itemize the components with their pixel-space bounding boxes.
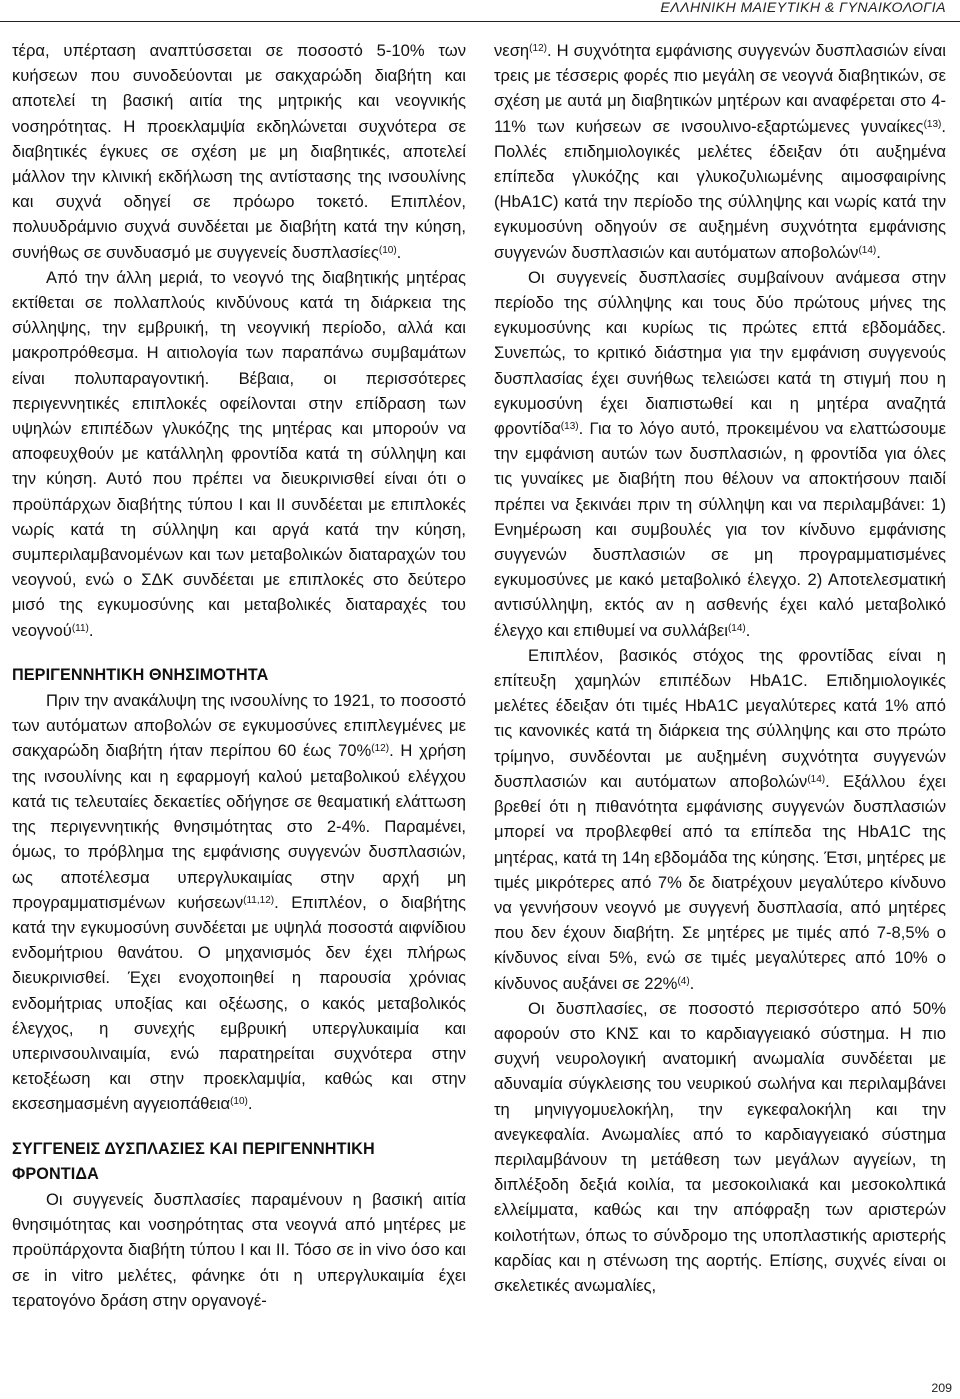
paragraph: Οι συγγενείς δυσπλασίες παραμένουν η βασική αιτία θνησιμότητας και νοσηρότητας στα νεογνά από μητέρες με προϋπάρχοντα διαβήτη τύπου Ι και ΙΙ. Τόσο σε in vivo όσο και σε in vitro μελέτες, φάνηκε ότι η υπεργλυκαιμία έχει τερατογόνο δράση στην οργανογέ- bbox=[12, 1189, 466, 1310]
page-number: 209 bbox=[931, 1381, 952, 1395]
journal-title: ΕΛΛΗΝΙΚΗ ΜΑΙΕΥΤΙΚΗ & ΓΥΝΑΙΚΟΛΟΓΙΑ bbox=[660, 0, 946, 16]
paragraph: τέρα, υπέρταση αναπτύσσεται σε ποσοστό 5-10% των κυήσεων που συνοδεύονται με σακχαρώδη διαβήτη και αποτελεί τη βασική αιτία της μητρικής και νεογνικής νοσηρότητας. Η προεκλαμψία εκδηλώνεται συχνότερα σε διαβητικές έγκυες σε σχέση με μη διαβητικές, αποτελεί μάλλον την κλινική εκδήλωση της αντίστασης της ινσουλίνης και συχνά οδηγεί σε πρόωρο τοκετό. Επιπλέον, πολυυδράμνιο συχνά συνδέεται με διαβήτη κατά την κύηση, συνήθως σε συνδυασμό με συγγενείς δυσπλασίες$^{(10)}$. bbox=[12, 41, 466, 262]
citation: (13) bbox=[560, 421, 579, 433]
citation: (11) bbox=[71, 622, 89, 634]
citation: (14) bbox=[807, 773, 826, 785]
citation: (4) bbox=[677, 975, 690, 987]
citation: (12) bbox=[371, 743, 390, 755]
citation: (10) bbox=[378, 244, 397, 256]
header-rule bbox=[0, 21, 960, 22]
citation: (13) bbox=[923, 118, 942, 130]
left-column bbox=[12, 38, 466, 1313]
right-column bbox=[494, 38, 946, 1298]
paragraph: Οι δυσπλασίες, σε ποσοστό περισσότερο από 50% αφορούν στο ΚΝΣ και το καρδιαγγειακό σύστημα. Η πιο συχνή νευρολογική ανατομική ανωμαλία συνδέεται με αδυναμία σύγκλεισης του νευρικού σωλήνα και περιλαμβάνει τη μηνιγγομυελοκήλη, την εγκεφαλοκήλη και την ανεγκεφαλία. Ανωμαλίες από το καρδιαγγειακό σύστημα περιλαμβάνουν τη μετάθεση των μεγάλων αγγείων, τη διπλέξοδη δεξιά κοιλία, τα μεσοκοιλιακά και μεσοκολπικά ελλείμματα, καθώς και την απόφραξη των αριστερών κοιλοτήτων, όπως το σύνδρομο της υποπλαστικής αριστερής καρδίας και η στένωση της αορτής. Επίσης, συχνές είναι οι σκελετικές ανωμαλίες, bbox=[494, 998, 946, 1295]
paragraph: Οι συγγενείς δυσπλασίες συμβαίνουν ανάμεσα στην περίοδο της σύλληψης και τους δύο πρώτους μήνες της εγκυμοσύνης και κυρίως τις πρώτες επτά εβδομάδες. Συνεπώς, το κριτικό διάστημα για την εμφάνιση συγγενούς δυσπλασίας έχει συνήθως τελειώσει κατά τη στιγμή που η εγκυμοσύνη έχει διαπιστωθεί και η μητέρα αναζητά φροντίδα$^{(13)}$. Για το λόγο αυτό, προκειμένου να ελαττώσουμε την εμφάνιση αυτών των δυσπλασιών, η φροντίδα για όλες τις γυναίκες με διαβήτη που θέλουν να αποκτήσουν παιδί πρέπει να ξεκινάει πριν τη σύλληψη και να περιλαμβάνει: 1) Ενημέρωση και συμβουλές για τον κίνδυνο εμφάνισης συγγενών δυσπλασιών σε μη προγραμματισμένες εγκυμοσύνες με κακό μεταβολικό έλεγχο. 2) Αποτελεσματική αντισύλληψη, εκτός αν η ασθενής έχει καλό μεταβολικό έλεγχο και επιθυμεί να συλλάβει$^{(14)}$. bbox=[494, 267, 946, 640]
citation: (10) bbox=[230, 1096, 248, 1108]
paragraph: νεση$^{(12)}$. Η συχνότητα εμφάνισης συγγενών δυσπλασιών είναι τρεις με τέσσερις φορές πιο μεγάλη σε νεογνά διαβητικών, σε σχέση με αυτά μη διαβητικών μητέρων και αναφέρεται στο 4-11% των κυήσεων σε ινσουλινο-εξαρτώμενες γυναίκες$^{(13)}$. Πολλές επιδημιολογικές μελέτες έδειξαν ότι αυξημένα επίπεδα γλυκόζης και γλυκοζυλιωμένης αιμοσφαιρίνης (HbA1C) κατά την περίοδο της σύλληψης και νωρίς κατά την εγκυμοσύνη οδηγούν σε αυξημένη συχνότητα εμφάνισης συγγενών δυσπλασιών και αυτόματων αποβολών$^{(14)}$. bbox=[494, 41, 946, 262]
paragraph: Από την άλλη μεριά, το νεογνό της διαβητικής μητέρας εκτίθεται σε πολλαπλούς κινδύνους κατά τη διάρκεια της σύλληψης, την εμβρυική, τη νεογνική περίοδο, αλλά και μακροπρόθεσμα. Η αιτιολογία των παραπάνω συμβαμάτων είναι πολυπαραγοντική. Βέβαια, οι περισσότερες περιγεννητικές επιπλοκές οφείλονται στην επίδραση των υψηλών επιπέδων γλυκόζης της μητέρας και μπορούν να αποφευχθούν με κατάλληλη φροντίδα κατά τη σύλληψη και την κύηση. Αυτό που πρέπει να διευκρινισθεί είναι ότι ο προϋπάρχων διαβήτης τύπου Ι και ΙΙ συνδέεται με επιπλοκές νωρίς κατά τη σύλληψη και αργά κατά την κύηση, συμπεριλαμβανομένων και των μεταβολικών διαταραχών του νεογνού, ενώ ο ΣΔΚ συνδέεται με επιπλοκές στο δεύτερο μισό της εγκυμοσύνης και μεταβολικές διαταραχές του νεογνού$^{(11)}$. bbox=[12, 267, 466, 640]
citation: (12) bbox=[529, 43, 547, 54]
section-heading: ΠΕΡΙΓΕΝΝΗΤΙΚΗ ΘΝΗΣΙΜΟΤΗΤΑ bbox=[12, 665, 269, 684]
running-header bbox=[0, 0, 960, 28]
paragraph: Επιπλέον, βασικός στόχος της φροντίδας είναι η επίτευξη χαμηλών επιπέδων HbA1C. Επιδημιολογικές μελέτες έδειξαν ότι τιμές HbA1C μεγαλύτερες κατά 1% από τις κανονικές κατά τη διάρκεια της σύλληψης και στο πρώτο τρίμηνο, συνδέονται με αυξημένη συχνότητα συγγενών δυσπλασιών και αυτόματων αποβολών$^{(14)}$. Εξάλλου έχει βρεθεί ότι η πιθανότητα εμφάνισης συγγενών δυσπλασιών μπορεί να προβλεφθεί από τα επίπεδα της HbA1C της μητέρας, κατά τη 14η εβδομάδα της κύησης. Έτσι, μητέρες με τιμές μικρότερες από 7% δε διατρέχουν μεγαλύτερο κίνδυνο να γεννήσουν νεογνό με συγγενή δυσπλασία, από μητέρες που δεν έχουν διαβήτη. Σε μητέρες με τιμές από 7-8,5% ο κίνδυνος είναι 5%, ενώ σε τιμές μεγαλύτερες από 10% ο κίνδυνος αυξάνει σε 22%$^{(4)}$. bbox=[494, 645, 946, 993]
paragraph: Πριν την ανακάλυψη της ινσουλίνης το 1921, το ποσοστό των αυτόματων αποβολών σε εγκυμοσύνες επιπλεγμένες με σακχαρώδη διαβήτη ήταν περίπου 60 έως 70%$^{(12)}$. Η χρήση της ινσουλίνης και η εφαρμογή καλού μεταβολικού ελέγχου κατά τις τελευταίες δεκαετίες οδήγησε σε θεαματική ελάττωση της περιγεννητικής θνησιμότητας στο 2-4%. Παραμένει, όμως, το πρόβλημα της εμφάνισης συγγενών δυσπλασιών, ως αποτέλεσμα υπεργλυκαιμίας στην αρχή μη προγραμματισμένων κυήσεων$^{(11,12)}$. Επιπλέον, ο διαβήτης κατά την εγκυμοσύνη συνδέεται με υψηλά ποσοστά αιφνίδιου ενδομήτριου θανάτου. Ο μηχανισμός δεν έχει πλήρως διευκρινισθεί. Έχει ενοχοποιηθεί η παρουσία χρόνιας ενδομήτριας υποξίας και οξέωσης, ο κακός μεταβολικός έλεγχος, η συνεχής εμβρυική υπεργλυκαιμία και υπερινσουλιναιμία, ενώ παρατηρείται συχνότερα στην κετοξέωση και στην προεκλαμψία, καθώς και στην εκσεσημασμένη αγγειοπάθεια$^{(10)}$. bbox=[12, 691, 466, 1114]
citation: (14) bbox=[727, 622, 746, 634]
citation: (14) bbox=[858, 244, 877, 256]
citation: (11,12) bbox=[243, 894, 275, 906]
section-heading: ΣΥΓΓΕΝΕΙΣ ΔΥΣΠΛΑΣΙΕΣ ΚΑΙ ΠΕΡΙΓΕΝΝΗΤΙΚΗ ΦΡΟΝΤΙΔΑ bbox=[12, 1139, 375, 1183]
